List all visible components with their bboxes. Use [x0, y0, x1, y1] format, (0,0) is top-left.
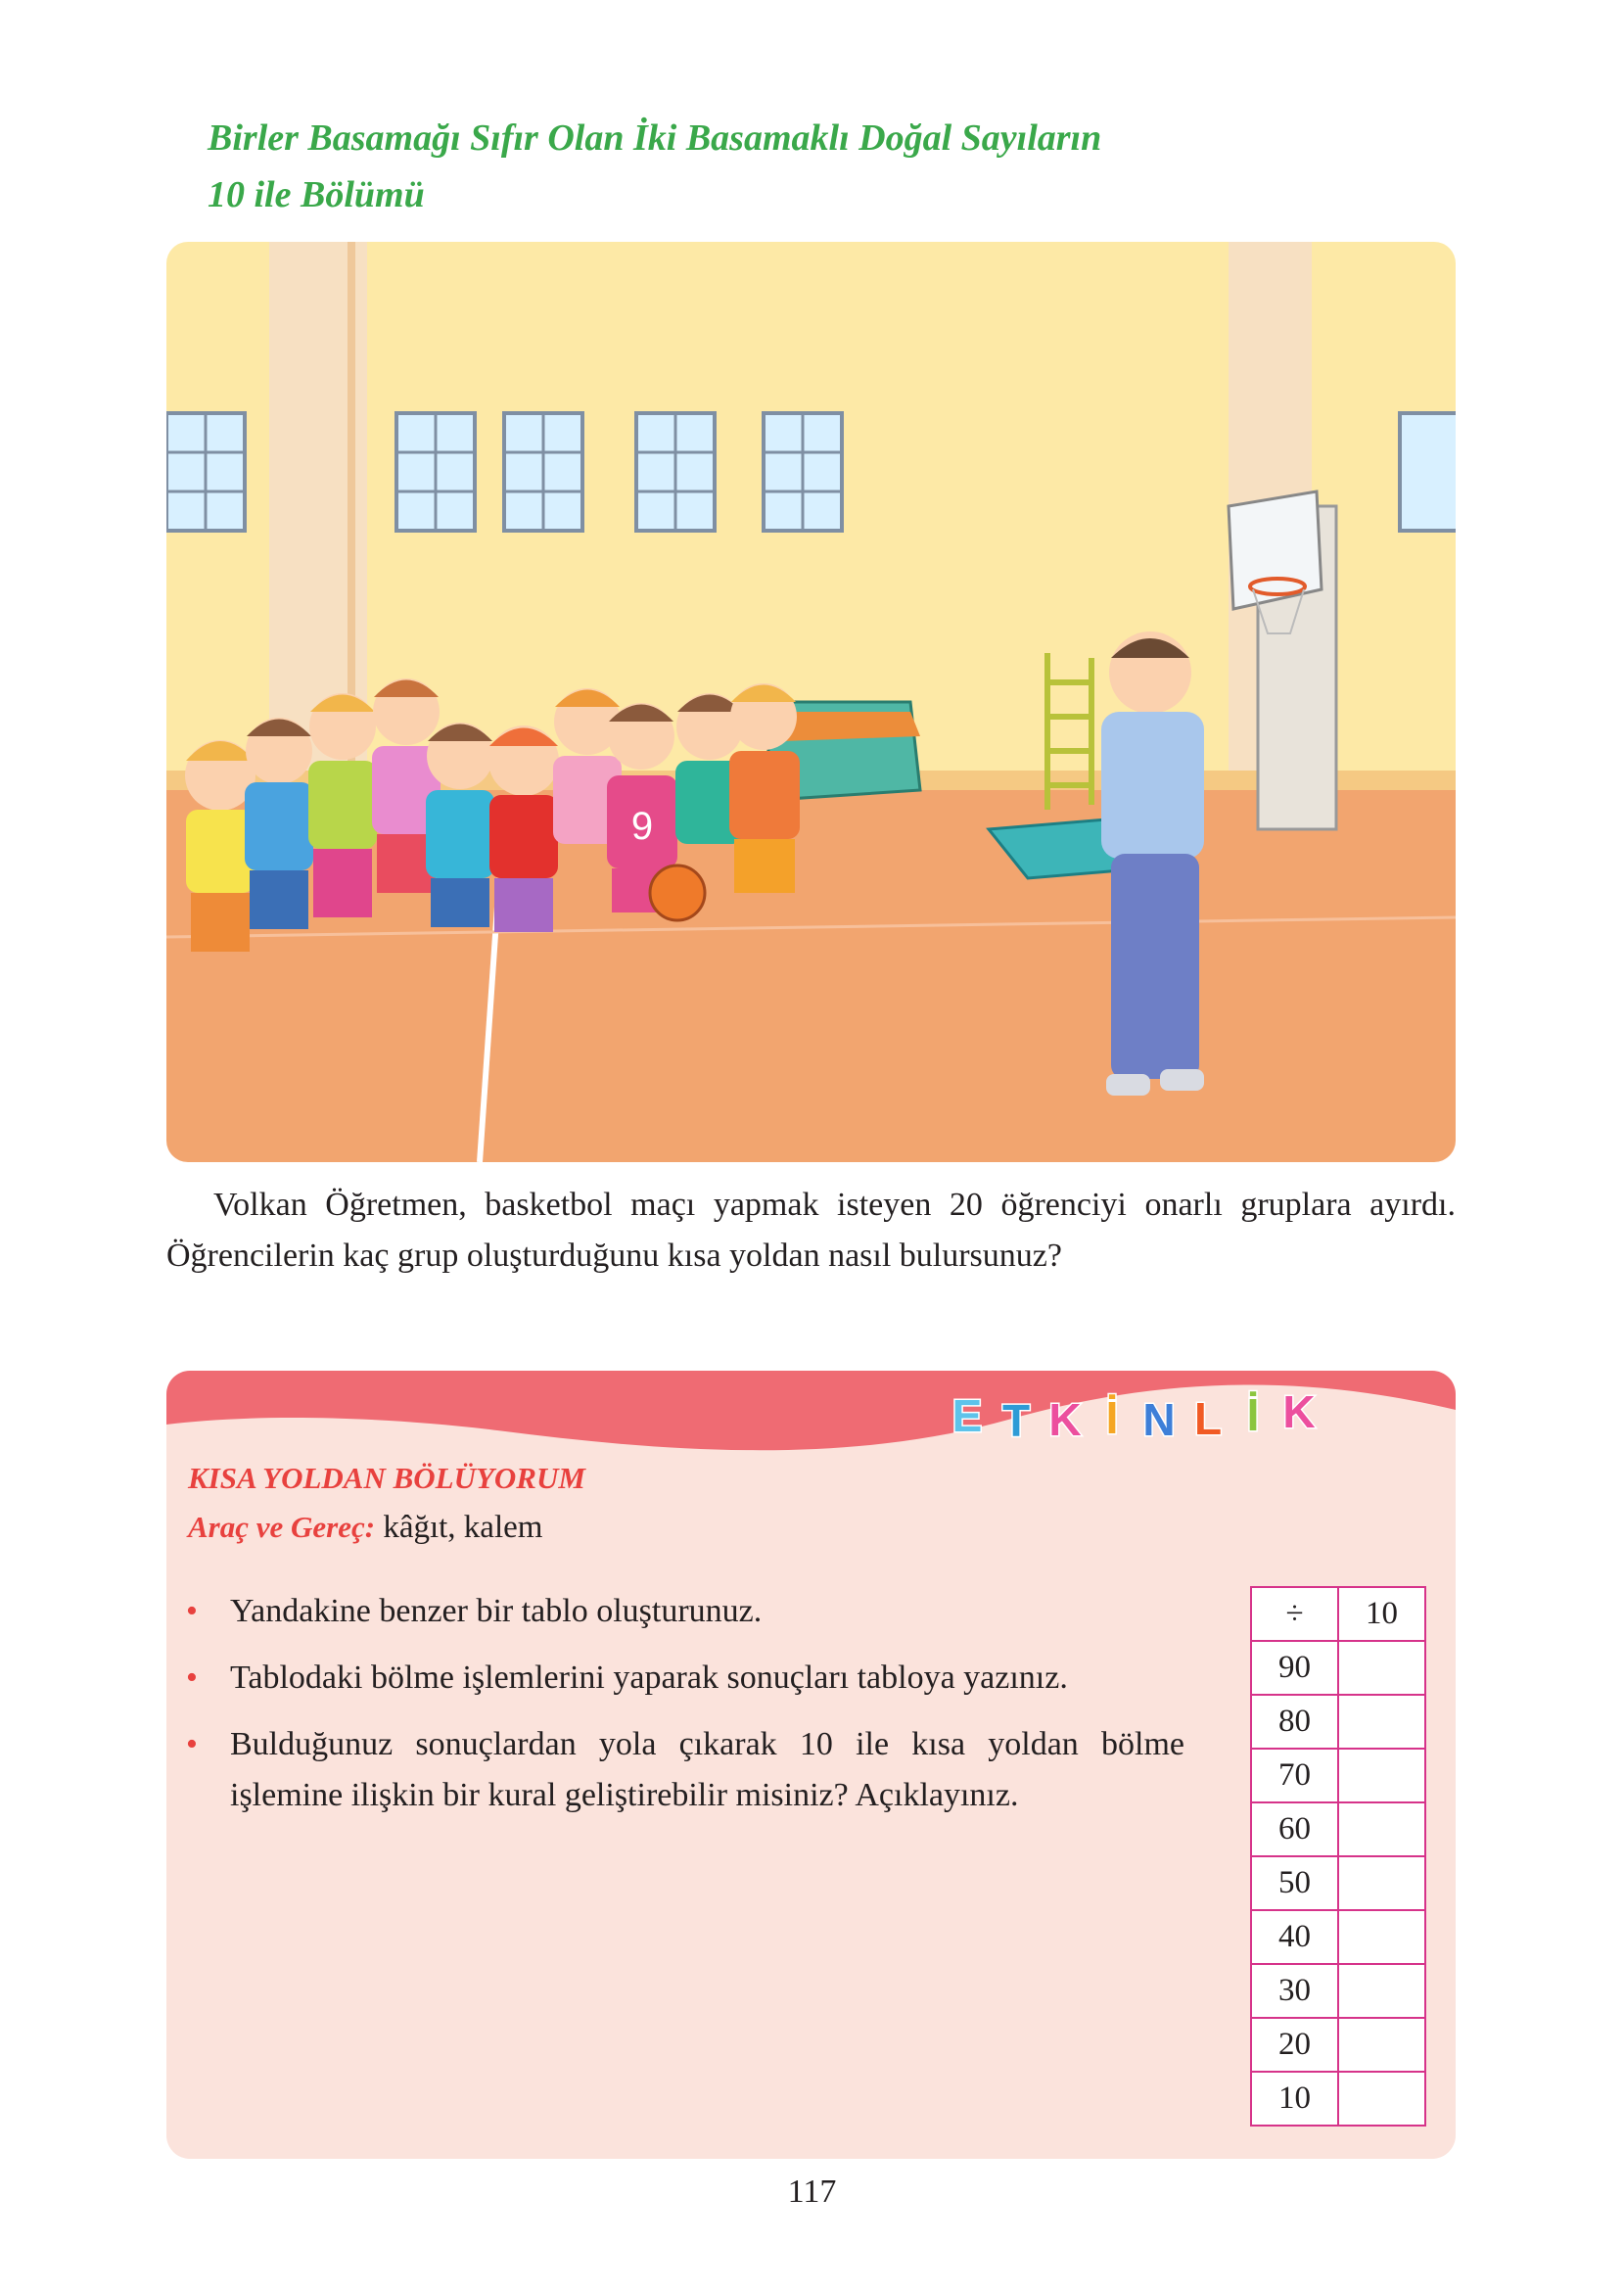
table-row	[1251, 1749, 1425, 1802]
dividend-cell: 40	[1251, 1910, 1338, 1964]
etkinlik-letter: İ	[1246, 1389, 1260, 1440]
result-cell[interactable]	[1338, 1695, 1425, 1749]
materials-line	[188, 1510, 542, 1546]
materials-label: Araç ve Gereç:	[188, 1510, 376, 1544]
result-cell[interactable]	[1338, 1802, 1425, 1856]
dividend-cell: 30	[1251, 1964, 1338, 2018]
result-cell[interactable]	[1338, 1641, 1425, 1695]
etkinlik-letter: İ	[1105, 1392, 1119, 1443]
etkinlik-letter: E	[951, 1390, 983, 1441]
table-row	[1251, 1802, 1425, 1856]
story-text: Volkan Öğretmen, basketbol maçı yapmak isteyen 20 öğrenciyi onarlı gruplara ayırdı. Öğrencilerin kaç grup oluşturduğunu kısa yoldan nasıl bulursunuz?	[166, 1187, 1456, 1274]
materials-value: kâğıt, kalem	[375, 1510, 543, 1545]
table-row	[1251, 1964, 1425, 2018]
table-row	[1251, 2018, 1425, 2072]
activity-step	[186, 1653, 1184, 1704]
activity-steps	[186, 1586, 1184, 1837]
svg-text:9: 9	[630, 805, 654, 848]
table-header-row	[1251, 1587, 1425, 1641]
activity-box	[166, 1371, 1456, 2159]
section-title-line-2: 10 ile Bölümü	[208, 174, 425, 215]
etkinlik-letter: K	[1048, 1394, 1082, 1445]
result-cell[interactable]	[1338, 2018, 1425, 2072]
gym-illustration	[166, 242, 1456, 1162]
etkinlik-letter: T	[1001, 1395, 1031, 1446]
page-number: 117	[787, 2174, 837, 2210]
etkinlik-badge	[166, 1371, 1456, 1459]
section-title	[208, 110, 1382, 223]
activity-step-text: Bulduğunuz sonuçlardan yola çıkarak 10 ile kısa yoldan bölme işlemine ilişkin bir kural geliştirebilir misiniz? Açıklayınız.	[230, 1726, 1184, 1813]
table-row	[1251, 1641, 1425, 1695]
activity-step-text: Yandakine benzer bir tablo oluşturunuz.	[230, 1593, 763, 1629]
dividend-cell: 90	[1251, 1641, 1338, 1695]
etkinlik-letter: N	[1142, 1394, 1176, 1445]
etkinlik-letter: L	[1193, 1393, 1223, 1444]
dividend-cell: 20	[1251, 2018, 1338, 2072]
result-cell[interactable]	[1338, 1749, 1425, 1802]
division-sign-cell: ÷	[1251, 1587, 1338, 1641]
activity-step-text: Tablodaki bölme işlemlerini yaparak sonuçları tabloya yazınız.	[230, 1660, 1068, 1696]
bullet-icon: •	[186, 1726, 198, 1762]
table-row	[1251, 1856, 1425, 1910]
divisor-cell: 10	[1338, 1587, 1425, 1641]
result-cell[interactable]	[1338, 1964, 1425, 2018]
activity-title: KISA YOLDAN BÖLÜYORUM	[188, 1461, 585, 1495]
table-row	[1251, 1695, 1425, 1749]
activity-step	[186, 1719, 1184, 1821]
result-cell[interactable]	[1338, 1910, 1425, 1964]
dividend-cell: 50	[1251, 1856, 1338, 1910]
table-row	[1251, 2072, 1425, 2126]
bullet-icon: •	[186, 1660, 198, 1696]
dividend-cell: 80	[1251, 1695, 1338, 1749]
result-cell[interactable]	[1338, 1856, 1425, 1910]
story-paragraph	[166, 1180, 1456, 1282]
dividend-cell: 70	[1251, 1749, 1338, 1802]
result-cell[interactable]	[1338, 2072, 1425, 2126]
dividend-cell: 60	[1251, 1802, 1338, 1856]
bullet-icon: •	[186, 1593, 198, 1629]
activity-step	[186, 1586, 1184, 1637]
etkinlik-letter: K	[1282, 1386, 1316, 1437]
dividend-cell: 10	[1251, 2072, 1338, 2126]
division-table	[1250, 1586, 1426, 2127]
table-row	[1251, 1910, 1425, 1964]
section-title-line-1: Birler Basamağı Sıfır Olan İki Basamaklı Doğal Sayıların	[208, 117, 1102, 159]
